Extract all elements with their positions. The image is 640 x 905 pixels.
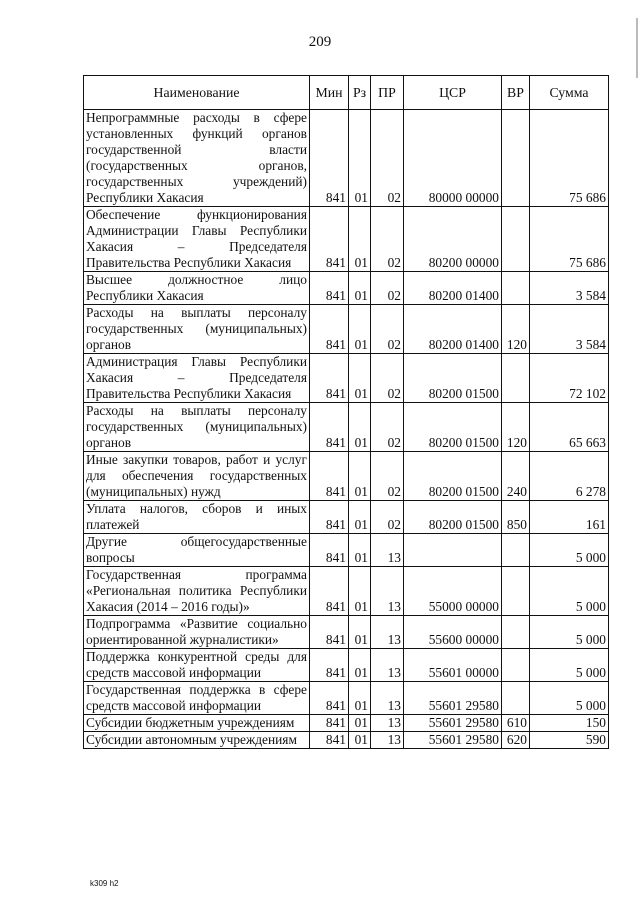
cell-pr: 02 bbox=[371, 272, 404, 305]
cell-sum: 590 bbox=[530, 732, 609, 749]
cell-pr: 02 bbox=[371, 501, 404, 534]
header-row bbox=[84, 76, 609, 110]
cell-name: Субсидии бюджетным учреждениям bbox=[84, 715, 310, 732]
cell-rz: 01 bbox=[349, 452, 371, 501]
cell-vr bbox=[502, 272, 530, 305]
cell-vr: 240 bbox=[502, 452, 530, 501]
cell-rz: 01 bbox=[349, 110, 371, 207]
table-row bbox=[84, 715, 609, 732]
cell-min: 841 bbox=[310, 715, 349, 732]
cell-vr bbox=[502, 649, 530, 682]
cell-min: 841 bbox=[310, 616, 349, 649]
cell-sum: 75 686 bbox=[530, 110, 609, 207]
table-row bbox=[84, 207, 609, 272]
cell-pr: 13 bbox=[371, 534, 404, 567]
cell-pr: 13 bbox=[371, 682, 404, 715]
cell-sum: 5 000 bbox=[530, 616, 609, 649]
cell-vr: 610 bbox=[502, 715, 530, 732]
cell-rz: 01 bbox=[349, 403, 371, 452]
cell-vr: 850 bbox=[502, 501, 530, 534]
cell-vr bbox=[502, 567, 530, 616]
cell-min: 841 bbox=[310, 207, 349, 272]
cell-csr: 80000 00000 bbox=[404, 110, 502, 207]
cell-sum: 5 000 bbox=[530, 649, 609, 682]
cell-sum: 150 bbox=[530, 715, 609, 732]
cell-rz: 01 bbox=[349, 616, 371, 649]
cell-rz: 01 bbox=[349, 732, 371, 749]
cell-pr: 02 bbox=[371, 452, 404, 501]
table-row bbox=[84, 649, 609, 682]
cell-rz: 01 bbox=[349, 207, 371, 272]
table-row bbox=[84, 452, 609, 501]
header-vr: ВР bbox=[502, 76, 530, 110]
header-name: Наименование bbox=[84, 76, 310, 110]
cell-name: Государственная поддержка в сфере средств массовой информации bbox=[84, 682, 310, 715]
cell-min: 841 bbox=[310, 534, 349, 567]
table-row bbox=[84, 534, 609, 567]
cell-rz: 01 bbox=[349, 354, 371, 403]
cell-rz: 01 bbox=[349, 567, 371, 616]
cell-min: 841 bbox=[310, 567, 349, 616]
cell-name: Иные закупки товаров, работ и услуг для обеспечения государственных (муниципальных) нужд bbox=[84, 452, 310, 501]
table-row bbox=[84, 501, 609, 534]
cell-min: 841 bbox=[310, 682, 349, 715]
cell-rz: 01 bbox=[349, 649, 371, 682]
cell-rz: 01 bbox=[349, 501, 371, 534]
cell-csr: 55600 00000 bbox=[404, 616, 502, 649]
cell-csr: 80200 01500 bbox=[404, 403, 502, 452]
table-row bbox=[84, 305, 609, 354]
cell-name: Обеспечение функционирования Администрации Главы Республики Хакасия – Председателя Правительства Республики Хакасия bbox=[84, 207, 310, 272]
cell-sum: 6 278 bbox=[530, 452, 609, 501]
table-row bbox=[84, 354, 609, 403]
cell-name: Подпрограмма «Развитие социально ориентированной журналистики» bbox=[84, 616, 310, 649]
cell-csr: 80200 00000 bbox=[404, 207, 502, 272]
cell-csr: 80200 01400 bbox=[404, 272, 502, 305]
cell-vr bbox=[502, 682, 530, 715]
cell-pr: 02 bbox=[371, 403, 404, 452]
cell-csr bbox=[404, 534, 502, 567]
table-body bbox=[84, 110, 609, 749]
cell-sum: 3 584 bbox=[530, 305, 609, 354]
cell-pr: 13 bbox=[371, 715, 404, 732]
cell-sum: 3 584 bbox=[530, 272, 609, 305]
cell-vr: 120 bbox=[502, 305, 530, 354]
header-min: Мин bbox=[310, 76, 349, 110]
cell-min: 841 bbox=[310, 649, 349, 682]
cell-sum: 161 bbox=[530, 501, 609, 534]
cell-vr bbox=[502, 616, 530, 649]
header-pr: ПР bbox=[371, 76, 404, 110]
cell-csr: 55601 29580 bbox=[404, 715, 502, 732]
cell-vr bbox=[502, 110, 530, 207]
cell-vr bbox=[502, 534, 530, 567]
cell-pr: 02 bbox=[371, 305, 404, 354]
cell-csr: 80200 01500 bbox=[404, 354, 502, 403]
cell-rz: 01 bbox=[349, 534, 371, 567]
cell-min: 841 bbox=[310, 403, 349, 452]
cell-csr: 80200 01500 bbox=[404, 501, 502, 534]
cell-name: Поддержка конкурентной среды для средств массовой информации bbox=[84, 649, 310, 682]
cell-pr: 02 bbox=[371, 207, 404, 272]
cell-min: 841 bbox=[310, 110, 349, 207]
cell-name: Высшее должностное лицо Республики Хакасия bbox=[84, 272, 310, 305]
cell-name: Администрация Главы Республики Хакасия – Председателя Правительства Республики Хакасия bbox=[84, 354, 310, 403]
table-row bbox=[84, 403, 609, 452]
cell-rz: 01 bbox=[349, 305, 371, 354]
cell-csr: 55601 00000 bbox=[404, 649, 502, 682]
cell-sum: 75 686 bbox=[530, 207, 609, 272]
cell-name: Расходы на выплаты персоналу государственных (муниципальных) органов bbox=[84, 305, 310, 354]
cell-name: Уплата налогов, сборов и иных платежей bbox=[84, 501, 310, 534]
cell-sum: 5 000 bbox=[530, 682, 609, 715]
cell-pr: 13 bbox=[371, 616, 404, 649]
cell-name: Государственная программа «Региональная политика Республики Хакасия (2014 – 2016 годы)» bbox=[84, 567, 310, 616]
cell-sum: 5 000 bbox=[530, 534, 609, 567]
cell-pr: 13 bbox=[371, 567, 404, 616]
cell-pr: 02 bbox=[371, 354, 404, 403]
cell-min: 841 bbox=[310, 272, 349, 305]
table-row bbox=[84, 616, 609, 649]
cell-pr: 13 bbox=[371, 649, 404, 682]
table-row bbox=[84, 567, 609, 616]
cell-pr: 13 bbox=[371, 732, 404, 749]
cell-name: Другие общегосударственные вопросы bbox=[84, 534, 310, 567]
cell-name: Непрограммные расходы в сфере установленных функций органов государственной власти (государственных органов, государственных учреждений) Республики Хакасия bbox=[84, 110, 310, 207]
cell-min: 841 bbox=[310, 305, 349, 354]
budget-table bbox=[83, 75, 609, 749]
scan-edge-mark bbox=[636, 18, 638, 78]
table-row bbox=[84, 110, 609, 207]
cell-name: Расходы на выплаты персоналу государственных (муниципальных) органов bbox=[84, 403, 310, 452]
table-row bbox=[84, 272, 609, 305]
cell-vr: 120 bbox=[502, 403, 530, 452]
header-csr: ЦСР bbox=[404, 76, 502, 110]
cell-min: 841 bbox=[310, 501, 349, 534]
page-number: 209 bbox=[308, 34, 332, 50]
cell-name: Субсидии автономным учреждениям bbox=[84, 732, 310, 749]
cell-csr: 55000 00000 bbox=[404, 567, 502, 616]
cell-vr: 620 bbox=[502, 732, 530, 749]
cell-pr: 02 bbox=[371, 110, 404, 207]
cell-rz: 01 bbox=[349, 682, 371, 715]
cell-csr: 55601 29580 bbox=[404, 682, 502, 715]
table-row bbox=[84, 682, 609, 715]
header-rz: Рз bbox=[349, 76, 371, 110]
cell-min: 841 bbox=[310, 732, 349, 749]
cell-min: 841 bbox=[310, 452, 349, 501]
cell-rz: 01 bbox=[349, 272, 371, 305]
cell-csr: 80200 01500 bbox=[404, 452, 502, 501]
cell-sum: 72 102 bbox=[530, 354, 609, 403]
cell-sum: 5 000 bbox=[530, 567, 609, 616]
cell-vr bbox=[502, 354, 530, 403]
cell-csr: 80200 01400 bbox=[404, 305, 502, 354]
cell-min: 841 bbox=[310, 354, 349, 403]
header-sum: Сумма bbox=[530, 76, 609, 110]
cell-sum: 65 663 bbox=[530, 403, 609, 452]
cell-vr bbox=[502, 207, 530, 272]
cell-csr: 55601 29580 bbox=[404, 732, 502, 749]
cell-rz: 01 bbox=[349, 715, 371, 732]
table-row bbox=[84, 732, 609, 749]
table-header bbox=[84, 76, 609, 110]
footer-code: k309 h2 bbox=[90, 879, 119, 888]
